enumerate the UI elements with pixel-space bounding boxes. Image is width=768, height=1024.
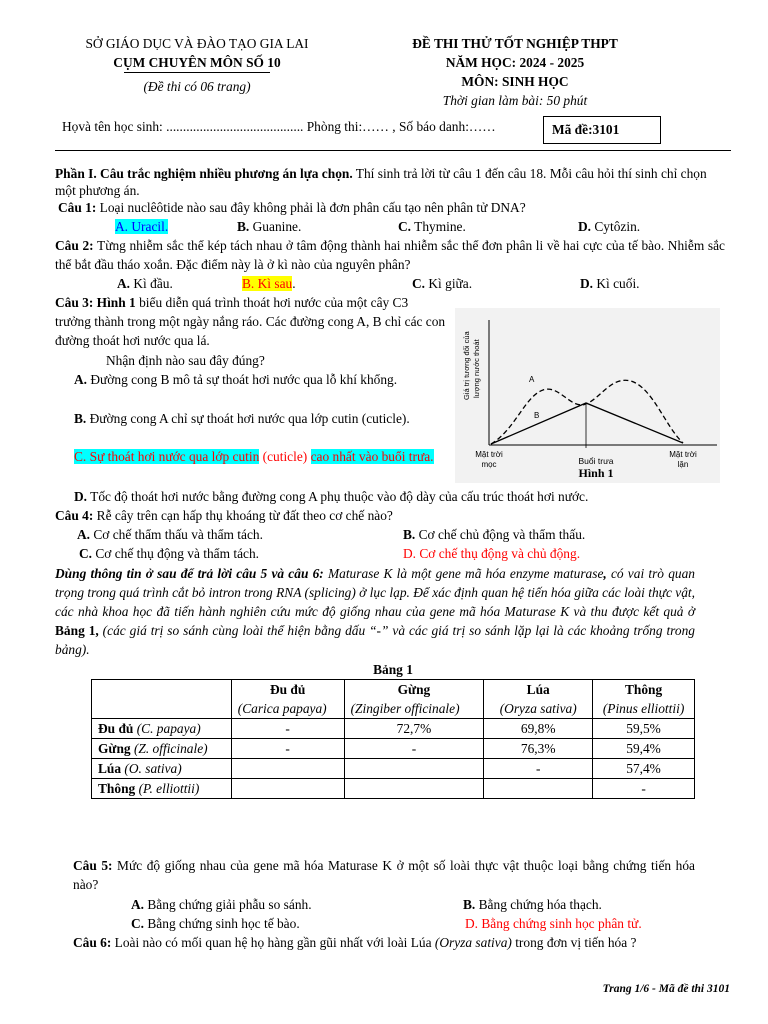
q3-option-b-key: B. [74,411,87,426]
q2-option-b-dot: . [292,276,296,291]
header-right [380,34,650,110]
col-header-name: Thông [624,682,663,697]
q1-option-b-text: Guanine. [249,219,302,234]
q3-option-c-text-1: C. Sự thoát hơi nước qua lớp cutin [74,449,260,464]
context-text-1: Maturase K là một gene mã hóa enzyme maturase [323,566,604,581]
table-cell: 72,7% [344,719,484,739]
table-header-row [92,680,695,719]
q1-option-b-key: B. [237,219,250,234]
table-cell: - [231,719,344,739]
table-col-header [344,680,484,719]
table-1 [91,679,695,799]
question-2 [55,236,725,274]
q5-option-d[interactable] [465,914,642,933]
q3-option-d-text: Tốc độ thoát hơi nước bằng đường cong A phụ thuộc vào độ dày của cấu trúc thoát hơi nước. [87,489,589,504]
col-header-sci: (Pinus elliottii) [602,701,685,716]
q1-option-d-key: D. [578,219,592,234]
row-header-name: Thông [98,781,136,796]
q3-option-d[interactable] [74,487,734,506]
table-cell: - [344,739,484,759]
header-rule [124,72,270,73]
y-axis-label-1: Giá trị tương đối của [462,331,471,400]
table-cell: - [231,739,344,759]
q2-option-d-key: D. [580,276,594,291]
q3-option-c-text-3: cao nhất vào buổi trưa. [310,449,434,464]
table-cell [231,759,344,779]
q3-question: Nhận định nào sau đây đúng? [106,353,265,368]
q2-option-a[interactable] [117,274,173,293]
col-header-name: Lúa [526,682,550,697]
q4-option-c-key: C. [79,546,93,561]
q1-option-c-text: Thymine. [411,219,466,234]
question-5 [73,856,695,894]
table-col-header [484,680,593,719]
x-label-sunrise-2: mọc [481,460,497,469]
q3-label: Câu 3: [55,295,94,310]
part1-heading [55,165,723,199]
table-cell: 59,4% [593,739,695,759]
row-header [92,779,232,799]
q1-option-a[interactable] [115,217,168,236]
q5-option-c-text: Bằng chứng sinh học tế bào. [144,916,300,931]
q2-option-a-key: A. [117,276,131,291]
part1-title: Phần I. Câu trắc nghiệm nhiều phương án lựa chọn. [55,166,353,181]
y-axis-label-2: lượng nước thoát [472,339,481,398]
q6-text-2: trong đơn vị tiến hóa ? [511,935,637,950]
context-q5-q6 [55,564,695,659]
q2-option-c[interactable] [412,274,472,293]
question-1 [58,198,728,217]
x-label-sunrise-1: Mặt trời [475,450,503,459]
context-table-ref: Bảng 1, [55,623,99,638]
q3-option-a-key: A. [74,372,88,387]
school-year: NĂM HỌC: 2024 - 2025 [445,55,585,70]
q6-text-1: Loài nào có mối quan hệ họ hàng gần gũi nhất với loài Lúa [111,935,435,950]
q4-option-d[interactable] [403,544,580,563]
col-header-sci: (Oryza sativa) [499,701,577,716]
table-cell [231,779,344,799]
q1-option-d[interactable] [578,217,640,236]
exam-title: ĐỀ THI THỬ TỐT NGHIỆP THPT [412,36,618,51]
question-4 [55,506,725,525]
context-comma: , [603,566,607,581]
table-cell: 59,5% [593,719,695,739]
q3-option-a[interactable] [74,370,426,389]
q2-option-c-text: Kì giữa. [425,276,473,291]
row-header-sci: (O. sativa) [121,761,182,776]
table-row [92,739,695,759]
curve-a-label: A [529,375,535,384]
q3-option-c[interactable] [74,447,434,466]
header-divider [55,150,731,151]
subject: MÔN: SINH HỌC [461,74,569,89]
q2-option-b[interactable] [242,274,296,293]
x-label-noon: Buổi trưa [578,456,614,466]
table-cell [484,779,593,799]
table-corner-cell [92,680,232,719]
q5-option-a-text: Bằng chứng giải phẫu so sánh. [144,897,312,912]
page-footer: Trang 1/6 - Mã đề thi 3101 [602,983,730,995]
q1-option-a-text: A. Uracil. [115,219,169,234]
q5-option-b[interactable] [463,895,602,914]
q1-option-d-text: Cytôzin. [591,219,641,234]
cluster-name: CỤM CHUYÊN MÔN SỐ 10 [113,55,281,70]
q5-label: Câu 5: [73,858,113,873]
q3-text: biểu diễn quá trình thoát hơi nước của một cây C3 trưởng thành trong một ngày nắng ráo. Các đường cong A, B chỉ các con đường thoát hơi nước qua lá. [55,295,446,348]
x-label-sunset-2: lặn [677,460,689,469]
q5-option-d-text: D. Bằng chứng sinh học phân tử. [465,916,642,931]
q6-species: (Oryza sativa) [434,935,512,950]
q5-option-a-key: A. [131,897,145,912]
q1-option-b[interactable] [237,217,301,236]
table-cell: - [593,779,695,799]
q2-option-d-text: Kì cuối. [593,276,640,291]
q5-option-a[interactable] [131,895,312,914]
q3-option-d-key: D. [74,489,88,504]
row-header-sci: (Z. officinale) [130,741,208,756]
q4-option-b-key: B. [403,527,416,542]
pages-note: (Đề thi có 06 trang) [143,79,251,94]
q2-label: Câu 2: [55,238,94,253]
table-1-caption: Bảng 1 [373,662,413,677]
q4-option-a-key: A. [77,527,91,542]
row-header-name: Lúa [98,761,122,776]
q4-text: Rễ cây trên cạn hấp thụ khoáng từ đất theo cơ chế nào? [93,508,393,523]
table-col-header [593,680,695,719]
x-label-sunset-1: Mặt trời [669,450,697,459]
q2-text: Từng nhiễm sắc thể kép tách nhau ở tâm động thành hai nhiễm sắc thể đơn phân li về hai cực của tế bào. Nhiễm sắc thể bắt đầu tháo xoắn. Đặc điểm này là ở kì nào của nguyên phân? [55,238,725,272]
q4-option-d-text: D. Cơ chế thụ động và chủ động. [403,546,581,561]
q4-option-b[interactable] [403,525,585,544]
q1-label: Câu 1: [58,200,97,215]
q4-label: Câu 4: [55,508,94,523]
q5-option-c[interactable] [131,914,300,933]
table-cell: 57,4% [593,759,695,779]
header-left [58,34,336,96]
q2-option-b-text: B. Kì sau [242,276,293,291]
q5-option-b-key: B. [463,897,476,912]
q6-label: Câu 6: [73,935,112,950]
q3-option-b-text: Đường cong A chỉ sự thoát hơi nước qua lớp cutin (cuticle). [86,411,410,426]
col-header-sci: (Zingiber officinale) [350,701,460,716]
question-3 [55,293,447,350]
table-cell [344,759,484,779]
q5-option-c-key: C. [131,916,145,931]
context-lead: Dùng thông tin ở sau để trả lời câu 5 và câu 6: [55,566,324,581]
student-info-line: Họvà tên học sinh: ......................................... Phòng thi:…… , Số báo danh:…… [62,119,496,134]
q1-option-c-key: C. [398,219,412,234]
table-row [92,779,695,799]
row-header-sci: (P. elliottii) [135,781,200,796]
q4-option-c-text: Cơ chế thụ động và thẩm tách. [92,546,260,561]
row-header-name: Gừng [98,741,131,756]
q4-option-b-text: Cơ chế chủ động và thẩm thấu. [415,527,586,542]
q2-option-c-key: C. [412,276,426,291]
row-header [92,719,232,739]
col-header-sci: (Carica papaya) [237,701,327,716]
context-text-3: (các giá trị so sánh cùng loài thể hiện bằng dấu “-” và các giá trị so sánh lặp lại là các khoảng trống trong bảng). [55,623,695,657]
figure-caption: Hình 1 [578,466,614,480]
table-cell: 69,8% [484,719,593,739]
q4-option-c[interactable] [79,544,259,563]
exam-duration: Thời gian làm bài: 50 phút [442,93,588,108]
table-cell [344,779,484,799]
question-6 [73,933,695,952]
q5-text: Mức độ giống nhau của gene mã hóa Maturase K ở một số loài thực vật thuộc loại bằng chứng tiến hóa nào? [73,858,695,892]
table-row [92,719,695,739]
row-header-sci: (C. papaya) [133,721,201,736]
table-cell: 76,3% [484,739,593,759]
curve-b-label: B [534,411,540,420]
part1-instruction: Thí sinh trả lời từ câu 1 đến câu 18. Mỗi câu hỏi thí sinh chỉ chọn một phương án. [55,166,707,198]
q1-text: Loại nuclêôtide nào sau đây không phải là đơn phân cấu tạo nên phân tử DNA? [96,200,526,215]
col-header-name: Gừng [397,682,431,697]
q3-option-c-text-2: (cuticle) [259,449,311,464]
exam-code-box: Mã đề:3101 [543,116,661,144]
table-cell: - [484,759,593,779]
q4-option-a[interactable] [77,525,263,544]
row-header-name: Đu đủ [98,721,134,736]
figure-1-transpiration-chart [455,308,720,483]
q3-figure-ref: Hình 1 [93,295,136,310]
q2-option-a-text: Kì đầu. [130,276,173,291]
col-header-name: Đu đủ [269,682,306,697]
q2-option-d[interactable] [580,274,640,293]
q1-option-c[interactable] [398,217,466,236]
row-header [92,759,232,779]
q3-option-a-text: Đường cong B mô tả sự thoát hơi nước qua lỗ khí khổng. [87,372,398,387]
department-name: SỞ GIÁO DỤC VÀ ĐÀO TẠO GIA LAI [85,36,309,51]
table-row [92,759,695,779]
q4-option-a-text: Cơ chế thẩm thấu và thẩm tách. [90,527,263,542]
context-text-2: có vai trò quan trọng trong quá trình cắt bỏ intron trong RNA (splicing) ở lục lạp. Để xác định quan hệ tiến hóa giữa các loài thực vật, các nhà khoa học đã tiến hành nghiên cứu mức độ giống nhau của gene mã hóa Maturase K và thu được kết quả ở [55,566,695,619]
row-header [92,739,232,759]
table-col-header [231,680,344,719]
q5-option-b-text: Bằng chứng hóa thạch. [475,897,602,912]
q3-option-b[interactable] [74,409,426,428]
